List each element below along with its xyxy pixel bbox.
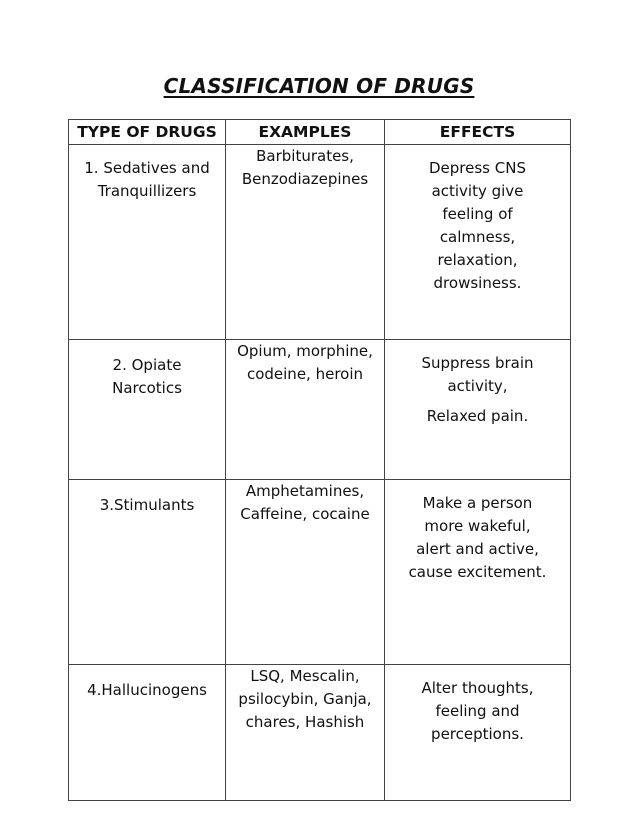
type-cell xyxy=(69,145,226,340)
table-row xyxy=(69,145,571,340)
paragraph-gap xyxy=(389,398,566,405)
type-cell xyxy=(69,480,226,665)
page-title: CLASSIFICATION OF DRUGS xyxy=(163,74,475,98)
header-effects: EFFECTS xyxy=(385,120,571,145)
type-line: 2. Opiate xyxy=(112,356,182,374)
drug-classification-table xyxy=(68,119,571,801)
type-line: Tranquillizers xyxy=(97,182,197,200)
effects-line: activity, xyxy=(447,377,508,395)
examples-line: Amphetamines, xyxy=(245,482,365,500)
examples-line: Opium, morphine, xyxy=(237,342,373,360)
effects-line: more wakeful, xyxy=(424,517,531,535)
examples-cell xyxy=(226,480,385,665)
table-row xyxy=(69,665,571,801)
table-header-row xyxy=(69,120,571,145)
examples-line: codeine, heroin xyxy=(246,365,364,383)
effects-line: relaxation, xyxy=(437,251,518,269)
effects-line: cause excitement. xyxy=(408,563,547,581)
effects-line: drowsiness. xyxy=(433,274,522,292)
examples-line: LSQ, Mescalin, xyxy=(250,667,360,685)
header-examples: EXAMPLES xyxy=(226,120,385,145)
type-line: 1. Sedatives and xyxy=(84,159,210,177)
effects-line: alert and active, xyxy=(416,540,539,558)
effects-line: Relaxed pain. xyxy=(426,407,529,425)
type-line: 3.Stimulants xyxy=(99,496,195,514)
examples-line: psilocybin, Ganja, xyxy=(238,690,372,708)
effects-line: Make a person xyxy=(422,494,533,512)
effects-line: Depress CNS xyxy=(429,159,526,177)
effects-line: calmness, xyxy=(439,228,516,246)
examples-cell xyxy=(226,665,385,801)
effects-cell xyxy=(385,340,571,480)
effects-line: activity give xyxy=(431,182,524,200)
examples-line: Benzodiazepines xyxy=(241,170,369,188)
effects-line: feeling of xyxy=(442,205,513,223)
effects-line: Alter thoughts, xyxy=(421,679,534,697)
header-type-of-drugs: TYPE OF DRUGS xyxy=(69,120,226,145)
type-cell xyxy=(69,340,226,480)
effects-line: perceptions. xyxy=(431,725,524,743)
examples-line: chares, Hashish xyxy=(245,713,365,731)
effects-cell xyxy=(385,480,571,665)
effects-line: Suppress brain xyxy=(421,354,534,372)
examples-line: Barbiturates, xyxy=(256,147,354,165)
type-cell xyxy=(69,665,226,801)
effects-line: feeling and xyxy=(435,702,520,720)
examples-line: Caffeine, cocaine xyxy=(240,505,370,523)
type-line: Narcotics xyxy=(112,379,182,397)
examples-cell xyxy=(226,145,385,340)
table-row xyxy=(69,480,571,665)
examples-cell xyxy=(226,340,385,480)
table-row xyxy=(69,340,571,480)
effects-cell xyxy=(385,145,571,340)
type-line: 4.Hallucinogens xyxy=(87,681,207,699)
effects-cell xyxy=(385,665,571,801)
